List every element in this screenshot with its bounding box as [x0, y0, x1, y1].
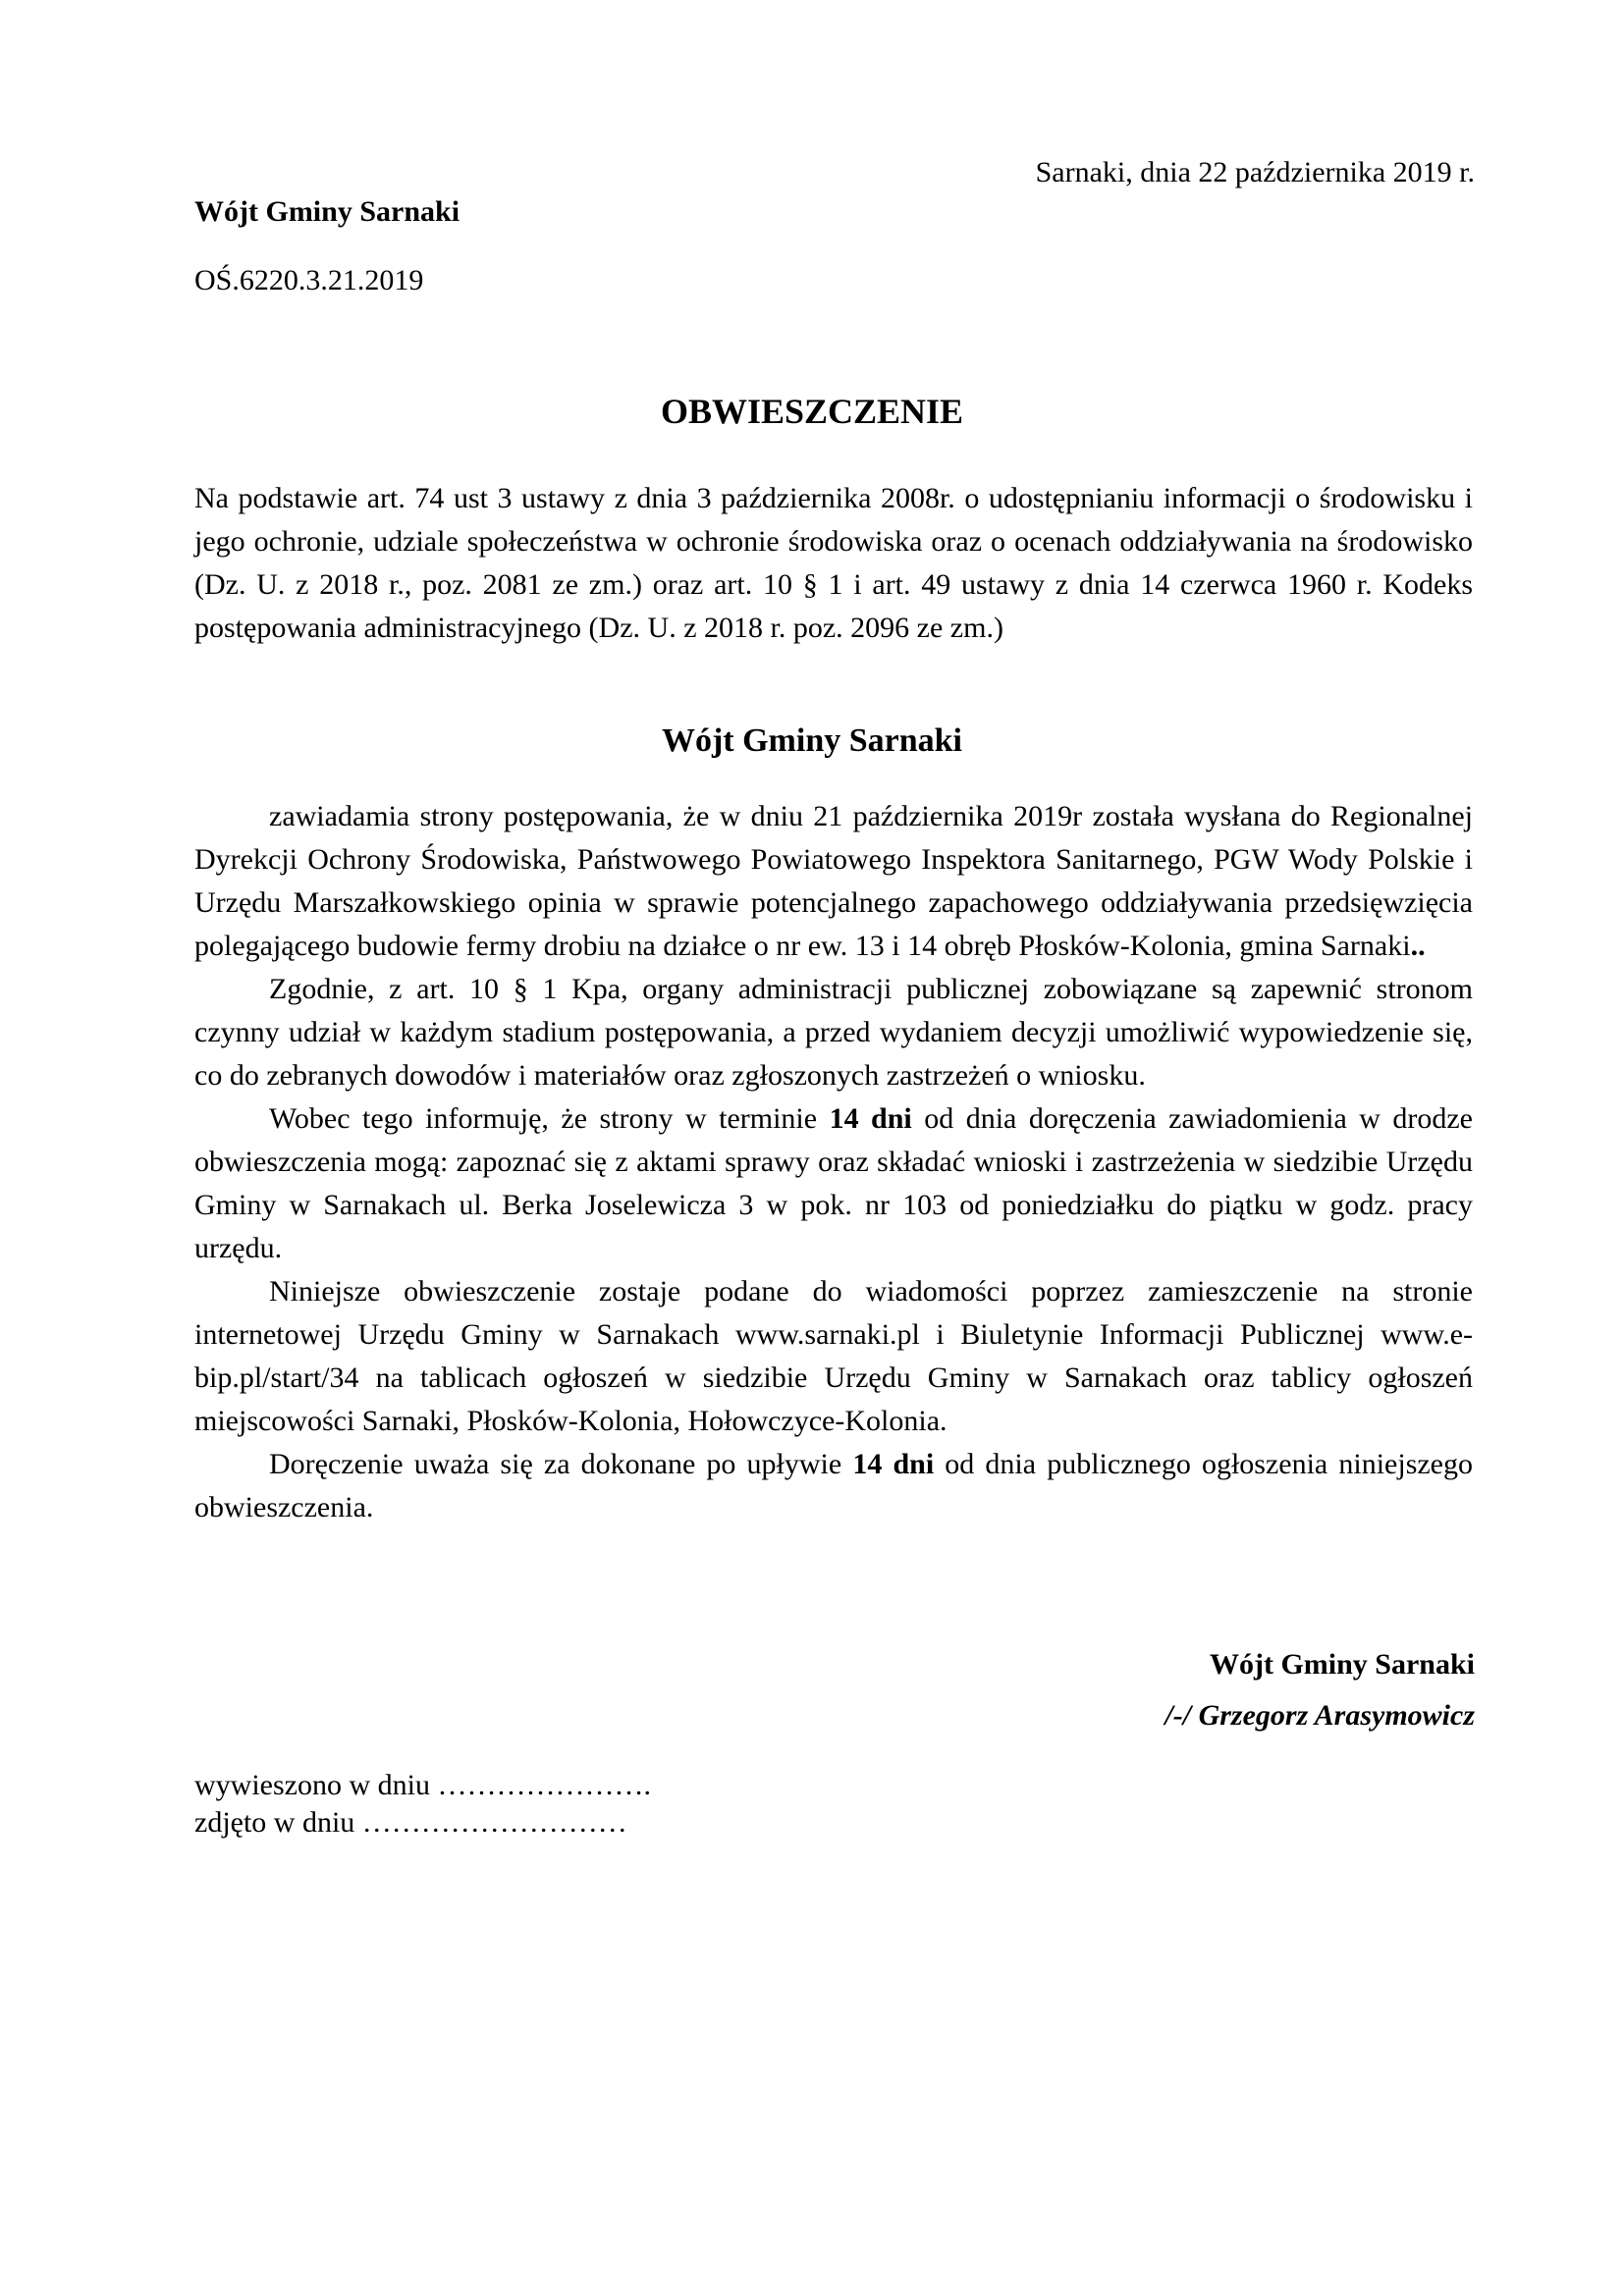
document-title: OBWIESZCZENIE — [660, 392, 964, 431]
case-reference: OŚ.6220.3.21.2019 — [194, 264, 424, 296]
notice-paragraph-3 — [194, 1097, 1473, 1270]
notice-paragraph-5-before: Doręczenie uważa się za dokonane po upływie — [269, 1448, 853, 1480]
notice-paragraph-3-before: Wobec tego informuję, że strony w terminie — [269, 1102, 830, 1135]
issuer-heading: Wójt Gminy Sarnaki — [661, 722, 963, 759]
notice-paragraph-1-text: zawiadamia strony postępowania, że w dniu 21 października 2019r została wysłana do Regionalnej Dyrekcji Ochrony Środowiska, Państwowego Powiatowego Inspektora Sanitarnego, PGW Wody Polskie i Urzędu Marszałkowskiego opinia w sprawie potencjalnego zapachowego oddziaływania przedsięwzięcia polegającego budowie fermy drobiu na działce o nr ew. 13 i 14 obręb Płosków-Kolonia, gmina Sarnaki — [194, 800, 1473, 962]
notice-paragraph-2: Zgodnie, z art. 10 § 1 Kpa, organy administracji publicznej zobowiązane są zapewnić stronom czynny udział w każdym stadium postępowania, a przed wydaniem decyzji umożliwić wypowiedzenie się, co do zebranych dowodów i materiałów oraz zgłoszonych zastrzeżeń o wniosku. — [194, 973, 1473, 1092]
signature-title: Wójt Gminy Sarnaki — [1209, 1648, 1475, 1681]
authority-name: Wójt Gminy Sarnaki — [194, 195, 460, 228]
notice-body — [194, 795, 1473, 1529]
legal-basis-text: Na podstawie art. 74 ust 3 ustawy z dnia 3 października 2008r. o udostępnianiu informacji o środowisku i jego ochronie, udziale społeczeństwa w ochronie środowiska oraz o ocenach oddziaływania na środowisko (Dz. U. z 2018 r., poz. 2081 ze zm.) oraz art. 10 § 1 i art. 49 ustawy z dnia 14 czerwca 1960 r. Kodeks postępowania administracyjnego (Dz. U. z 2018 r. poz. 2096 ze zm.) — [194, 482, 1473, 644]
notice-paragraph-5-after: od dnia publicznego ogłoszenia niniejszego obwieszczenia. — [194, 1448, 1473, 1523]
removed-date-line: zdjęto w dniu ……………………… — [194, 1806, 627, 1839]
notice-paragraph-1 — [194, 795, 1473, 968]
legal-basis-block — [194, 477, 1473, 650]
notice-paragraph-3-after: od dnia doręczenia zawiadomienia w drodze obwieszczenia mogą: zapoznać się z aktami sprawy oraz składać wnioski i zastrzeżenia w siedzibie Urzędu Gminy w Sarnakach ul. Berka Joselewicza 3 w pok. nr 103 od poniedziałku do piątku w godz. pracy urzędu. — [194, 1102, 1473, 1264]
notice-paragraph-5 — [194, 1443, 1473, 1529]
delivery-days: 14 dni — [852, 1448, 935, 1480]
signature-block — [1164, 1639, 1475, 1741]
deadline-days: 14 dni — [829, 1102, 912, 1135]
signature-name: /-/ Grzegorz Arasymowicz — [1164, 1699, 1475, 1732]
posted-date-line: wywieszono w dniu …………………. — [194, 1769, 651, 1801]
notice-paragraph-1-end: .. — [1410, 930, 1426, 962]
posting-record — [194, 1767, 651, 1842]
date-line: Sarnaki, dnia 22 października 2019 r. — [1035, 156, 1475, 188]
notice-paragraph-4: Niniejsze obwieszczenie zostaje podane do wiadomości poprzez zamieszczenie na stronie internetowej Urzędu Gminy w Sarnakach www.sarnaki.pl i Biuletynie Informacji Publicznej www.e-bip.pl/start/34 na tablicach ogłoszeń w siedzibie Urzędu Gminy w Sarnakach oraz tablicy ogłoszeń miejscowości Sarnaki, Płosków-Kolonia, Hołowczyce-Kolonia. — [194, 1275, 1473, 1437]
